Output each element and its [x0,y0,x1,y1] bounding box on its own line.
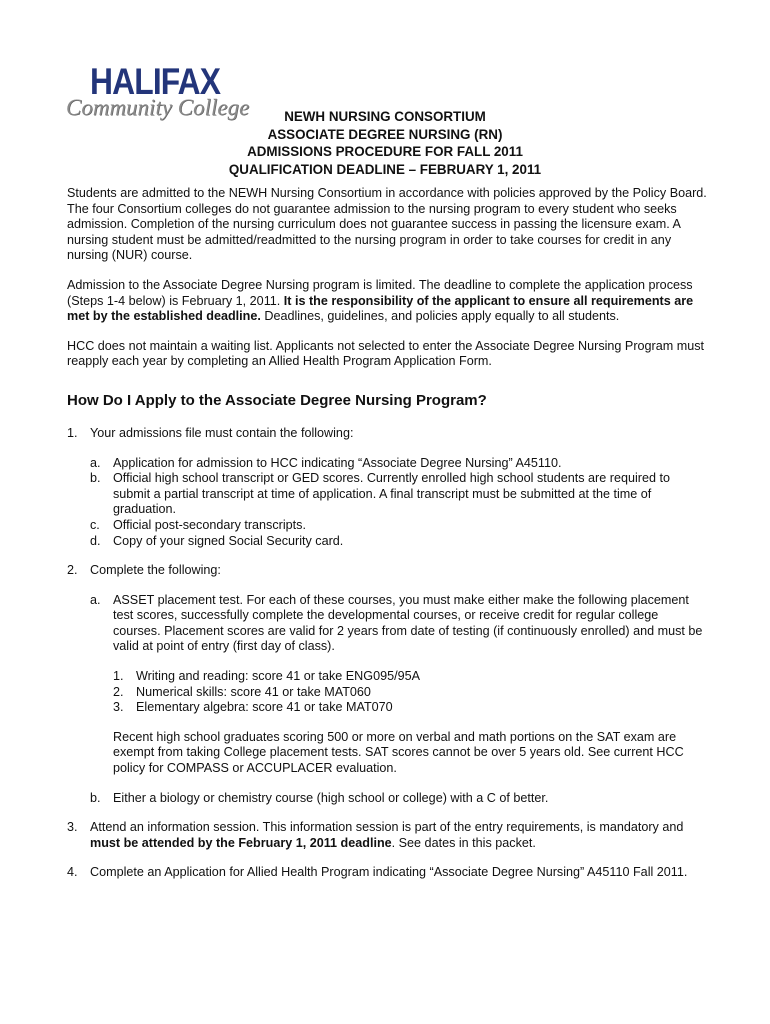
step-4 [67,865,707,881]
list-item [90,593,707,777]
list-item-text: Official high school transcript or GED scores. Currently enrolled high school students are required to submit a partial transcript at time of application. A final transcript must be submitted at the time of graduation. [113,471,670,517]
step-3 [67,820,707,851]
intro-paragraph-2 [67,278,707,325]
step-1-text: Your admissions file must contain the following: [90,425,354,440]
step-2-text: Complete the following: [90,563,221,578]
title-line-3: ADMISSIONS PROCEDURE FOR FALL 2011 [247,144,523,160]
intro-paragraph-1: Students are admitted to the NEWH Nursing Consortium in accordance with policies approved by the Policy Board. The four Consortium colleges do not guarantee admission to the nursing program to every student who seeks admission. Completion of the nursing curriculum does not guarantee success in passing the licensure exam. A nursing student must be admitted/readmitted to the nursing program in order to take courses for credit in any nursing (NUR) course. [67,186,707,263]
list-item-label: b. [90,471,101,486]
intro-p2-bold: It is the responsibility of the applicant to ensure all requirements are met by the established deadline. [67,293,694,324]
step-3-text-bold: must be attended by the February 1, 2011 deadline [90,835,392,850]
list-item [90,471,707,518]
step-1-number: 1. [67,425,78,440]
list-item-text: Either a biology or chemistry course (high school or college) with a C of better. [113,790,549,805]
placement-scores-list [113,669,707,716]
step-3-number: 3. [67,820,78,835]
title-line-4: QUALIFICATION DEADLINE – FEBRUARY 1, 2011 [228,161,542,177]
list-item-label: 2. [113,684,124,699]
list-item [90,791,707,807]
intro-p2-start: Admission to the Associate Degree Nursing program is limited. The deadline to complete the application process (Steps 1-4 below) is February 1, 2011. [67,277,693,308]
list-item-label: a. [90,592,101,607]
step-1 [67,426,707,549]
list-item-text: Application for admission to HCC indicating “Associate Degree Nursing” A45110. [113,455,562,470]
list-item-label: 1. [113,669,124,684]
list-item-text: Copy of your signed Social Security card. [113,533,344,548]
list-item-label: c. [90,517,100,532]
title-line-2: ASSOCIATE DEGREE NURSING (RN) [267,126,503,142]
sat-note: Recent high school graduates scoring 500 or more on verbal and math portions on the SAT exam are exempt from taking College placement tests. SAT scores cannot be over 5 years old. See current HCC policy for COMPASS or ACCUPLACER evaluation. [113,729,684,776]
step-1-list [90,456,707,550]
intro-paragraph-3: HCC does not maintain a waiting list. Applicants not selected to enter the Associate Degree Nursing Program must reapply each year by completing an Allied Health Program Application Form. [67,338,705,369]
step-2-list [90,593,707,807]
list-item-label: d. [90,533,101,548]
list-item-label: b. [90,790,101,805]
list-item-label: a. [90,455,101,470]
list-item-text: Writing and reading: score 41 or take ENG095/95A [136,669,420,684]
step-2 [67,563,707,806]
step-3-text-start: Attend an information session. This information session is part of the entry requirements, is mandatory and [90,820,684,835]
step-3-text [90,820,707,851]
step-4-number: 4. [67,865,78,880]
list-item [90,456,707,472]
section-heading: How Do I Apply to the Associate Degree Nursing Program? [67,391,487,409]
step-3-text-end: . See dates in this packet. [391,835,536,850]
list-item [90,518,707,534]
intro-p2-end: Deadlines, guidelines, and policies apply equally to all students. [260,309,620,324]
list-item-text: Numerical skills: score 41 or take MAT060 [136,684,371,699]
list-item-text: Official post-secondary transcripts. [113,517,306,532]
list-item [113,669,707,685]
list-item [113,685,707,701]
logo-name-top: HALIFAX [90,61,221,102]
list-item-label: 3. [113,700,124,715]
asset-placement-text: ASSET placement test. For each of these courses, you must make either make the following placement test scores, successfully complete the developmental courses, or receive credit for regular college courses. Placement scores are valid for 2 years from date of testing (if continuously enrolled) and must be valid at point of entry (first day of class). [113,592,703,654]
step-4-text: Complete an Application for Allied Health Program indicating “Associate Degree Nursing” A45110 Fall 2011. [90,865,688,880]
title-line-1: NEWH NURSING CONSORTIUM [284,109,486,124]
list-item [113,700,707,716]
list-item-text: Elementary algebra: score 41 or take MAT070 [136,700,393,715]
document-title [200,108,570,178]
step-2-number: 2. [67,563,78,578]
list-item [90,534,707,550]
logo-name-bottom: Community College [66,95,250,120]
document-body [67,186,707,895]
